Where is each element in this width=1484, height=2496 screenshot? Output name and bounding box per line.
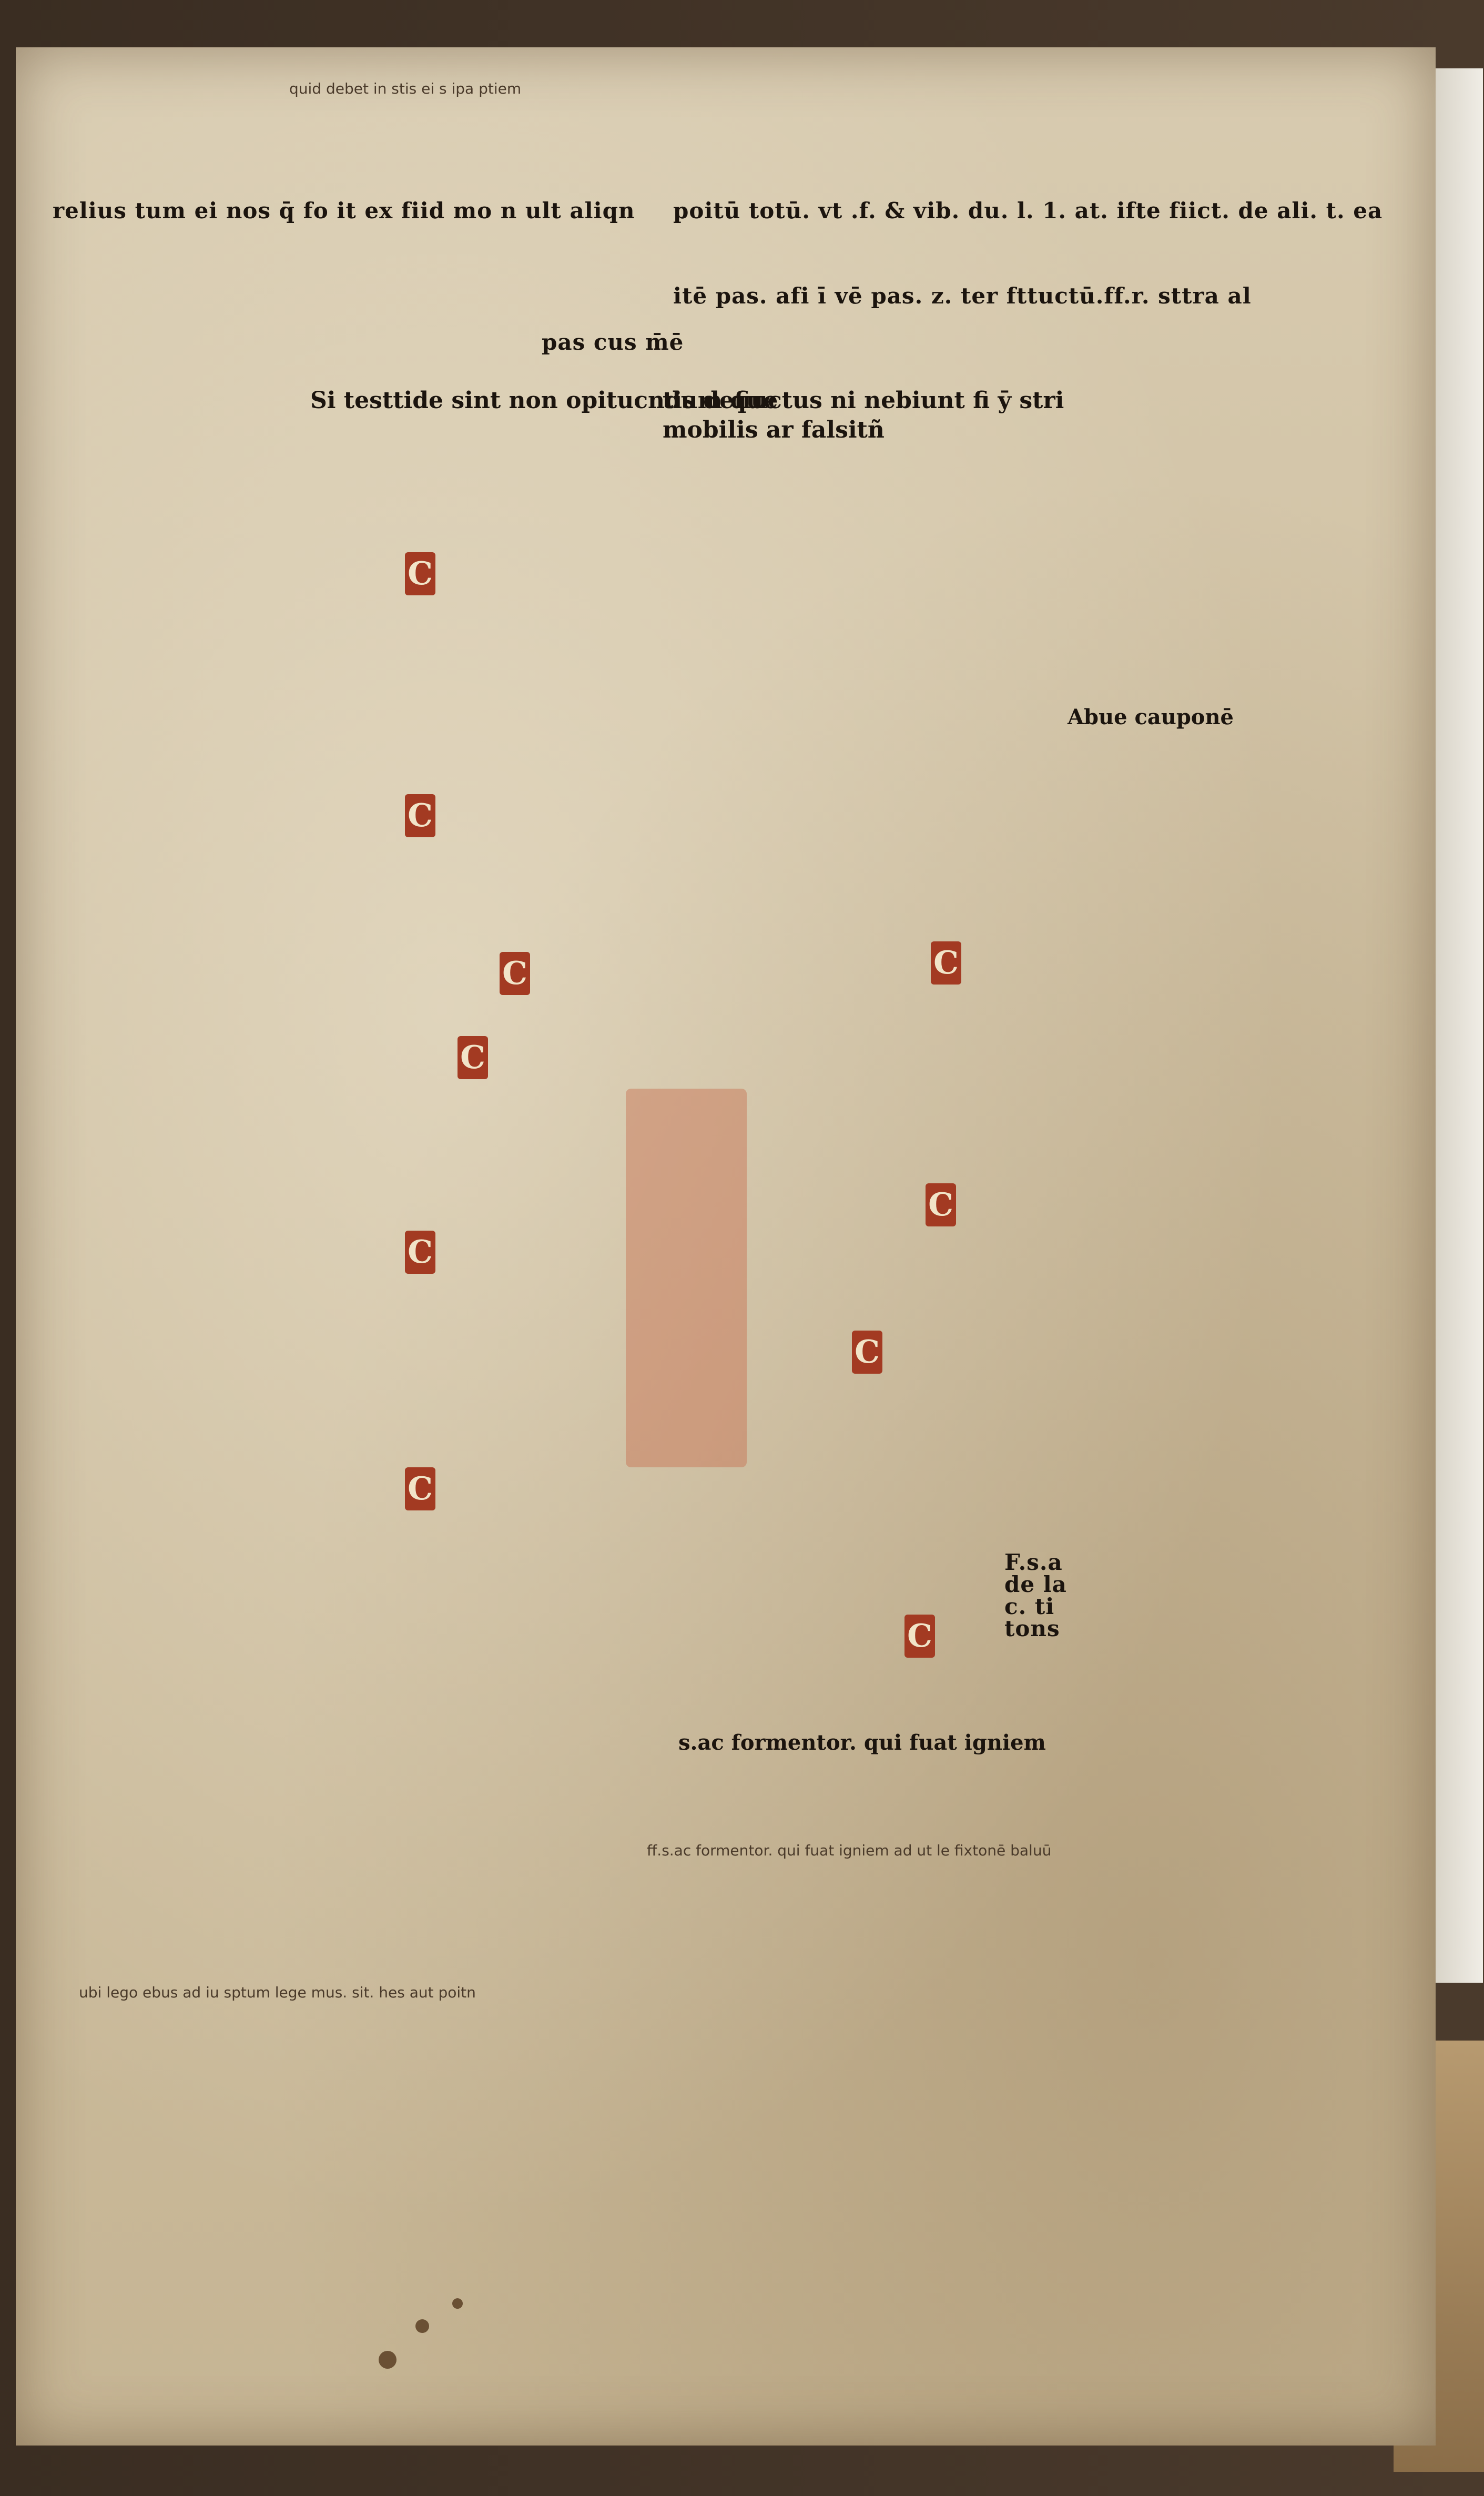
rubric-initial-9: C [405, 1467, 435, 1510]
rubric-heading-text: pas cus m̄ē [542, 329, 684, 355]
top-margin-note [289, 79, 1025, 99]
gloss-first-line: relius tum ei nos q̄ fo it ex fiid mo n ult aliqn [53, 198, 635, 224]
rubric-initial-8: C [405, 1231, 435, 1274]
lower-text-start: s.ac formentor. qui fuat igniem [678, 1730, 1046, 1755]
rubric-initial-7: C [852, 1331, 882, 1374]
right-margin-abbrev-list [1004, 1551, 1141, 1640]
main-text-left [310, 387, 778, 414]
right-gloss-top [673, 200, 1409, 307]
worm-hole [452, 2298, 463, 2309]
main-left-first-line: Si testtide sint non opitucndum que [310, 387, 778, 414]
outer-gloss-column [53, 198, 635, 224]
rubric-initial-3: C [500, 952, 530, 995]
top-margin-note-line: quid debet in stis ei s ipa ptiem [289, 80, 522, 97]
right-gloss-first-line: poitū totū. vt .f. & vib. du. l. 1. at. ifte fiict. de ali. t. ea [673, 198, 1383, 224]
worm-hole [415, 2319, 429, 2333]
rubric-heading [542, 329, 684, 355]
main-text-right [663, 387, 1064, 443]
next-folio-edge [1436, 68, 1483, 1983]
catchword-top: Abue cauponē [1068, 705, 1234, 729]
bottom-hand-line: ubi lego ebus ad iu sptum lege mus. sit. hes aut poitn [79, 1984, 476, 2001]
decorated-initial-panel [626, 1089, 747, 1467]
rubric-initial-4: C [458, 1036, 488, 1079]
manuscript-folio [16, 47, 1436, 2446]
abbrev-1: F.s.a [1004, 1549, 1063, 1575]
worm-hole [379, 2351, 397, 2369]
rubric-initial-10: C [904, 1615, 935, 1658]
rubric-initial-6: C [926, 1183, 956, 1226]
rubric-initial-1: C [405, 552, 435, 595]
bottom-note [647, 1841, 1383, 1861]
rubric-line: itē pas. afi ī vē pas. z. ter fttuctū.ff.r. sttra al [673, 283, 1252, 309]
main-right-label: mobilis ar falsitñ [663, 417, 885, 443]
bottom-left-hand [79, 1983, 657, 2003]
main-right-first-line: tis defiuctus ni nebiunt fi ȳ stri [663, 387, 1064, 414]
bottom-note-line: ff.s.ac formentor. qui fuat igniem ad ut le fixtonē baluū [647, 1842, 1052, 1859]
abbrev-2: de la [1004, 1571, 1067, 1597]
rubric-initial-2: C [405, 794, 435, 837]
abbrev-4: tons [1004, 1616, 1060, 1641]
abbrev-3: c. ti [1004, 1594, 1055, 1619]
rubric-initial-5: C [931, 941, 961, 985]
